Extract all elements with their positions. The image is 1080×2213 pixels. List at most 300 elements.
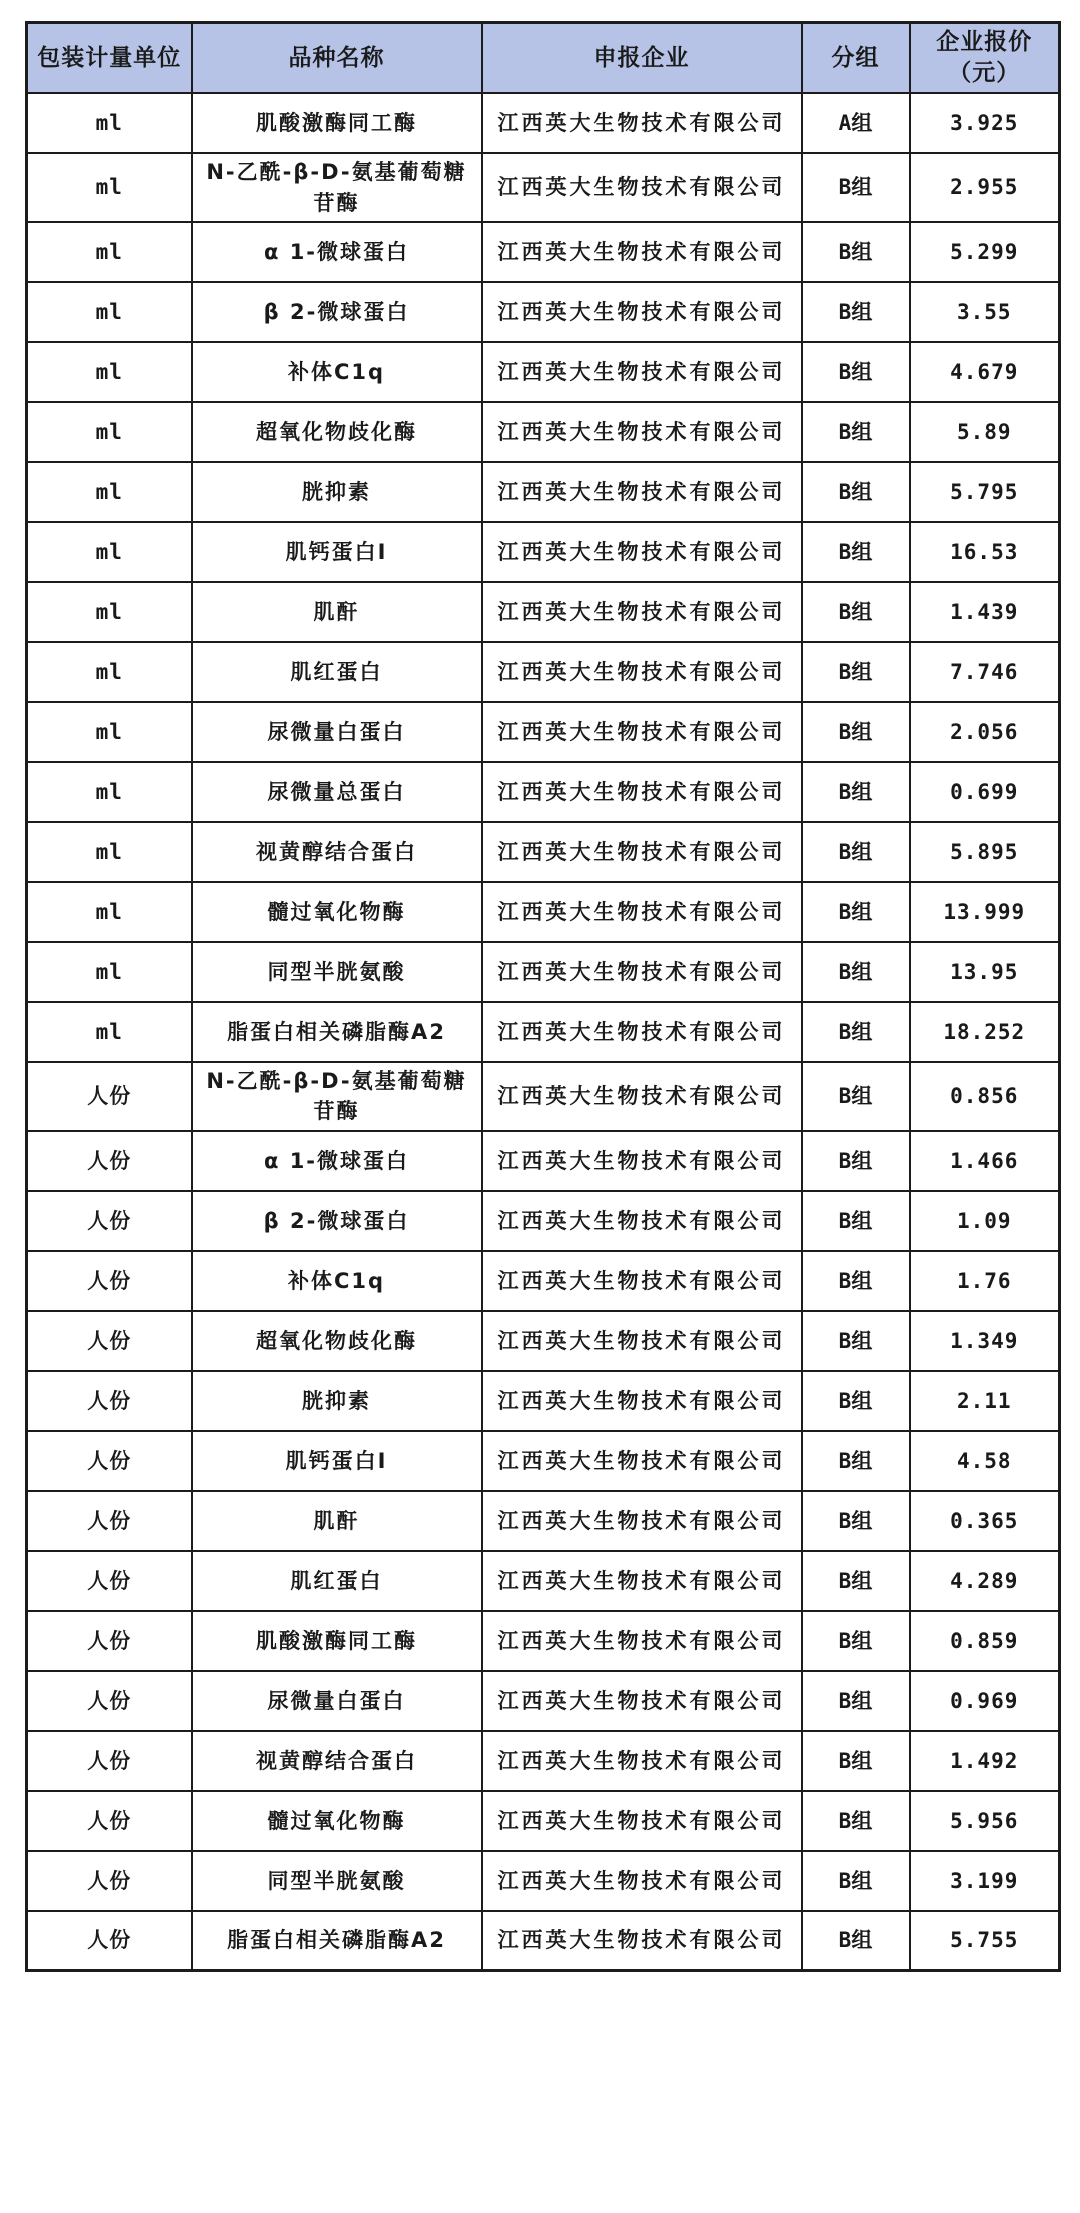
cell-group xyxy=(802,942,910,1002)
table-row xyxy=(27,1311,1060,1371)
cell-product-name xyxy=(192,1791,482,1851)
cell-group xyxy=(802,1191,910,1251)
cell-company xyxy=(482,582,802,642)
cell-packaging-unit xyxy=(27,822,192,882)
cell-product-name xyxy=(192,1251,482,1311)
cell-company xyxy=(482,942,802,1002)
group-value: B组 xyxy=(838,1019,873,1044)
price-value: 0.859 xyxy=(950,1628,1019,1653)
group-value: B组 xyxy=(838,1508,873,1533)
cell-company xyxy=(482,642,802,702)
company-value: 江西英大生物技术有限公司 xyxy=(497,839,786,864)
cell-price xyxy=(910,1131,1060,1191)
cell-product-name xyxy=(192,1002,482,1062)
cell-price xyxy=(910,93,1060,153)
cell-company xyxy=(482,402,802,462)
cell-price xyxy=(910,1911,1060,1971)
table-row xyxy=(27,882,1060,942)
cell-product-name xyxy=(192,402,482,462)
packaging-unit-value: ml xyxy=(95,779,123,804)
company-value: 江西英大生物技术有限公司 xyxy=(497,1328,786,1353)
price-value: 1.492 xyxy=(950,1748,1019,1773)
cell-price xyxy=(910,1551,1060,1611)
packaging-unit-value: 人份 xyxy=(87,1208,132,1233)
cell-product-name xyxy=(192,762,482,822)
price-value: 18.252 xyxy=(943,1019,1026,1044)
packaging-unit-value: ml xyxy=(95,175,123,200)
cell-packaging-unit xyxy=(27,1731,192,1791)
price-value: 13.95 xyxy=(950,959,1019,984)
packaging-unit-value: 人份 xyxy=(87,1084,132,1109)
packaging-unit-value: ml xyxy=(95,359,123,384)
company-value: 江西英大生物技术有限公司 xyxy=(497,1868,786,1893)
packaging-unit-value: ml xyxy=(95,599,123,624)
packaging-unit-value: 人份 xyxy=(87,1748,132,1773)
company-value: 江西英大生物技术有限公司 xyxy=(497,1508,786,1533)
table-row xyxy=(27,582,1060,642)
cell-company xyxy=(482,522,802,582)
col-header-product-label: 品种名称 xyxy=(288,44,385,71)
cell-group xyxy=(802,1431,910,1491)
cell-group xyxy=(802,1791,910,1851)
cell-product-name xyxy=(192,1311,482,1371)
group-value: B组 xyxy=(838,719,873,744)
cell-group xyxy=(802,702,910,762)
packaging-unit-value: 人份 xyxy=(87,1808,132,1833)
company-value: 江西英大生物技术有限公司 xyxy=(497,1019,786,1044)
cell-product-name xyxy=(192,1731,482,1791)
company-value: 江西英大生物技术有限公司 xyxy=(497,1928,786,1953)
product-name-value: 肌钙蛋白I xyxy=(285,539,388,564)
packaging-unit-value: ml xyxy=(95,1019,123,1044)
cell-company xyxy=(482,342,802,402)
col-header-company xyxy=(482,23,802,94)
company-value: 江西英大生物技术有限公司 xyxy=(497,1388,786,1413)
table-row xyxy=(27,93,1060,153)
table-row xyxy=(27,702,1060,762)
cell-product-name xyxy=(192,1371,482,1431)
company-value: 江西英大生物技术有限公司 xyxy=(497,1448,786,1473)
packaging-unit-value: ml xyxy=(95,839,123,864)
cell-product-name xyxy=(192,1062,482,1131)
cell-price xyxy=(910,1851,1060,1911)
company-value: 江西英大生物技术有限公司 xyxy=(497,599,786,624)
cell-packaging-unit xyxy=(27,462,192,522)
group-value: B组 xyxy=(838,1328,873,1353)
packaging-unit-value: 人份 xyxy=(87,1688,132,1713)
cell-packaging-unit xyxy=(27,1851,192,1911)
col-header-unit xyxy=(27,23,192,94)
cell-product-name xyxy=(192,1491,482,1551)
group-value: B组 xyxy=(838,175,873,200)
cell-packaging-unit xyxy=(27,1671,192,1731)
product-name-value: 肌酐 xyxy=(313,1508,360,1533)
cell-company xyxy=(482,222,802,282)
cell-product-name xyxy=(192,93,482,153)
product-name-value: 肌酸激酶同工酶 xyxy=(256,1628,417,1653)
product-name-value: 超氧化物歧化酶 xyxy=(256,419,417,444)
col-header-company-label: 申报企业 xyxy=(593,44,690,71)
cell-product-name xyxy=(192,522,482,582)
group-value: B组 xyxy=(838,899,873,924)
cell-packaging-unit xyxy=(27,762,192,822)
company-value: 江西英大生物技术有限公司 xyxy=(497,1084,786,1109)
group-value: B组 xyxy=(838,959,873,984)
cell-product-name xyxy=(192,1431,482,1491)
cell-packaging-unit xyxy=(27,93,192,153)
table-row xyxy=(27,1002,1060,1062)
product-name-value: N-乙酰-β-D-氨基葡萄糖苷酶 xyxy=(206,160,467,215)
company-value: 江西英大生物技术有限公司 xyxy=(497,1628,786,1653)
price-value: 5.755 xyxy=(950,1928,1019,1953)
cell-group xyxy=(802,1611,910,1671)
price-value: 1.76 xyxy=(956,1268,1012,1293)
cell-packaging-unit xyxy=(27,642,192,702)
cell-group xyxy=(802,522,910,582)
cell-company xyxy=(482,1851,802,1911)
group-value: B组 xyxy=(838,659,873,684)
cell-group xyxy=(802,1002,910,1062)
company-value: 江西英大生物技术有限公司 xyxy=(497,539,786,564)
cell-company xyxy=(482,1491,802,1551)
cell-product-name xyxy=(192,462,482,522)
product-name-value: 超氧化物歧化酶 xyxy=(256,1328,417,1353)
group-value: B组 xyxy=(838,299,873,324)
company-value: 江西英大生物技术有限公司 xyxy=(497,659,786,684)
packaging-unit-value: ml xyxy=(95,299,123,324)
product-name-value: 肌红蛋白 xyxy=(290,659,383,684)
price-value: 1.349 xyxy=(950,1328,1019,1353)
cell-packaging-unit xyxy=(27,1791,192,1851)
packaging-unit-value: 人份 xyxy=(87,1928,132,1953)
table-row xyxy=(27,1611,1060,1671)
product-name-value: 补体C1q xyxy=(287,359,386,384)
product-name-value: β 2-微球蛋白 xyxy=(263,299,410,324)
cell-company xyxy=(482,882,802,942)
packaging-unit-value: ml xyxy=(95,479,123,504)
cell-company xyxy=(482,822,802,882)
group-value: B组 xyxy=(838,1388,873,1413)
cell-packaging-unit xyxy=(27,222,192,282)
price-value: 2.056 xyxy=(950,719,1019,744)
cell-packaging-unit xyxy=(27,942,192,1002)
cell-packaging-unit xyxy=(27,582,192,642)
cell-company xyxy=(482,1191,802,1251)
group-value: B组 xyxy=(838,779,873,804)
table-row xyxy=(27,1731,1060,1791)
packaging-unit-value: 人份 xyxy=(87,1628,132,1653)
cell-company xyxy=(482,1131,802,1191)
price-value: 3.199 xyxy=(950,1868,1019,1893)
group-value: B组 xyxy=(838,1808,873,1833)
cell-price xyxy=(910,1251,1060,1311)
product-name-value: N-乙酰-β-D-氨基葡萄糖苷酶 xyxy=(206,1068,467,1124)
col-header-product xyxy=(192,23,482,94)
cell-group xyxy=(802,1911,910,1971)
price-value: 0.699 xyxy=(950,779,1019,804)
table-row xyxy=(27,1911,1060,1971)
cell-product-name xyxy=(192,882,482,942)
cell-group xyxy=(802,1062,910,1131)
cell-price xyxy=(910,222,1060,282)
cell-group xyxy=(802,882,910,942)
col-header-group xyxy=(802,23,910,94)
price-value: 3.55 xyxy=(956,299,1012,324)
company-value: 江西英大生物技术有限公司 xyxy=(497,1268,786,1293)
cell-price xyxy=(910,882,1060,942)
cell-product-name xyxy=(192,1911,482,1971)
cell-packaging-unit xyxy=(27,282,192,342)
table-row xyxy=(27,153,1060,222)
cell-group xyxy=(802,1131,910,1191)
product-name-value: α 1-微球蛋白 xyxy=(263,1148,410,1173)
group-value: B组 xyxy=(838,539,873,564)
company-value: 江西英大生物技术有限公司 xyxy=(497,299,786,324)
price-value: 5.956 xyxy=(950,1808,1019,1833)
group-value: B组 xyxy=(838,1208,873,1233)
cell-product-name xyxy=(192,153,482,222)
cell-group xyxy=(802,822,910,882)
cell-company xyxy=(482,702,802,762)
packaging-unit-value: 人份 xyxy=(87,1508,132,1533)
company-value: 江西英大生物技术有限公司 xyxy=(497,419,786,444)
price-value: 0.365 xyxy=(950,1508,1019,1533)
company-value: 江西英大生物技术有限公司 xyxy=(497,899,786,924)
table-row xyxy=(27,1251,1060,1311)
cell-price xyxy=(910,1191,1060,1251)
product-name-value: 补体C1q xyxy=(287,1268,386,1293)
product-name-value: β 2-微球蛋白 xyxy=(263,1208,410,1233)
packaging-unit-value: 人份 xyxy=(87,1148,132,1173)
cell-group xyxy=(802,342,910,402)
cell-company xyxy=(482,462,802,522)
product-name-value: 肌酐 xyxy=(313,599,360,624)
packaging-unit-value: ml xyxy=(95,659,123,684)
price-value: 16.53 xyxy=(950,539,1019,564)
company-value: 江西英大生物技术有限公司 xyxy=(497,359,786,384)
cell-product-name xyxy=(192,702,482,762)
cell-product-name xyxy=(192,342,482,402)
cell-price xyxy=(910,582,1060,642)
table-row xyxy=(27,1671,1060,1731)
price-value: 5.89 xyxy=(956,419,1012,444)
cell-packaging-unit xyxy=(27,1371,192,1431)
cell-price xyxy=(910,402,1060,462)
price-value: 5.895 xyxy=(950,839,1019,864)
table-row xyxy=(27,282,1060,342)
product-name-value: 脂蛋白相关磷脂酶A2 xyxy=(227,1928,446,1953)
cell-price xyxy=(910,1371,1060,1431)
table-row xyxy=(27,1191,1060,1251)
product-name-value: 胱抑素 xyxy=(302,479,371,504)
cell-price xyxy=(910,1491,1060,1551)
company-value: 江西英大生物技术有限公司 xyxy=(497,779,786,804)
table-row xyxy=(27,642,1060,702)
cell-group xyxy=(802,153,910,222)
cell-company xyxy=(482,1002,802,1062)
group-value: B组 xyxy=(838,239,873,264)
cell-group xyxy=(802,1251,910,1311)
cell-group xyxy=(802,1371,910,1431)
company-value: 江西英大生物技术有限公司 xyxy=(497,239,786,264)
cell-price xyxy=(910,462,1060,522)
group-value: B组 xyxy=(838,1148,873,1173)
company-value: 江西英大生物技术有限公司 xyxy=(497,110,786,135)
table-row xyxy=(27,1851,1060,1911)
packaging-unit-value: 人份 xyxy=(87,1388,132,1413)
cell-group xyxy=(802,642,910,702)
company-value: 江西英大生物技术有限公司 xyxy=(497,959,786,984)
cell-company xyxy=(482,282,802,342)
product-name-value: 胱抑素 xyxy=(302,1388,371,1413)
group-value: B组 xyxy=(838,359,873,384)
group-value: B组 xyxy=(838,1268,873,1293)
cell-product-name xyxy=(192,1851,482,1911)
cell-company xyxy=(482,1371,802,1431)
price-value: 3.925 xyxy=(950,110,1019,135)
cell-company xyxy=(482,1671,802,1731)
cell-company xyxy=(482,1731,802,1791)
table-header xyxy=(27,23,1060,94)
cell-packaging-unit xyxy=(27,1911,192,1971)
cell-price xyxy=(910,1611,1060,1671)
price-value: 1.09 xyxy=(956,1208,1012,1233)
company-value: 江西英大生物技术有限公司 xyxy=(497,1808,786,1833)
packaging-unit-value: ml xyxy=(95,539,123,564)
cell-price xyxy=(910,342,1060,402)
group-value: A组 xyxy=(838,110,873,135)
company-value: 江西英大生物技术有限公司 xyxy=(497,1568,786,1593)
product-name-value: 肌酸激酶同工酶 xyxy=(256,110,417,135)
cell-price xyxy=(910,642,1060,702)
col-header-unit-label: 包装计量单位 xyxy=(37,44,182,71)
table-row xyxy=(27,1551,1060,1611)
packaging-unit-value: 人份 xyxy=(87,1868,132,1893)
table-row xyxy=(27,1371,1060,1431)
group-value: B组 xyxy=(838,1928,873,1953)
group-value: B组 xyxy=(838,1748,873,1773)
cell-company xyxy=(482,153,802,222)
price-value: 2.11 xyxy=(956,1388,1012,1413)
cell-packaging-unit xyxy=(27,702,192,762)
cell-packaging-unit xyxy=(27,1251,192,1311)
cell-company xyxy=(482,1062,802,1131)
cell-packaging-unit xyxy=(27,402,192,462)
packaging-unit-value: 人份 xyxy=(87,1568,132,1593)
cell-product-name xyxy=(192,942,482,1002)
table-row xyxy=(27,462,1060,522)
cell-price xyxy=(910,1731,1060,1791)
table-row xyxy=(27,342,1060,402)
product-name-value: 视黄醇结合蛋白 xyxy=(256,839,417,864)
cell-product-name xyxy=(192,1611,482,1671)
cell-price xyxy=(910,522,1060,582)
cell-company xyxy=(482,762,802,822)
price-value: 1.466 xyxy=(950,1148,1019,1173)
table-row xyxy=(27,1131,1060,1191)
product-name-value: 髓过氧化物酶 xyxy=(267,1808,406,1833)
cell-packaging-unit xyxy=(27,1431,192,1491)
header-row xyxy=(27,23,1060,94)
cell-packaging-unit xyxy=(27,882,192,942)
cell-price xyxy=(910,702,1060,762)
table-row xyxy=(27,822,1060,882)
product-name-value: α 1-微球蛋白 xyxy=(263,239,410,264)
packaging-unit-value: 人份 xyxy=(87,1268,132,1293)
price-value: 0.856 xyxy=(950,1084,1019,1109)
product-name-value: 脂蛋白相关磷脂酶A2 xyxy=(227,1019,446,1044)
cell-company xyxy=(482,1911,802,1971)
packaging-unit-value: 人份 xyxy=(87,1328,132,1353)
table-row xyxy=(27,522,1060,582)
cell-product-name xyxy=(192,642,482,702)
group-value: B组 xyxy=(838,1868,873,1893)
table-row xyxy=(27,762,1060,822)
cell-packaging-unit xyxy=(27,1002,192,1062)
cell-product-name xyxy=(192,1191,482,1251)
col-header-group-label: 分组 xyxy=(831,44,880,71)
cell-group xyxy=(802,402,910,462)
cell-price xyxy=(910,153,1060,222)
cell-group xyxy=(802,1851,910,1911)
company-value: 江西英大生物技术有限公司 xyxy=(497,1688,786,1713)
cell-price xyxy=(910,1431,1060,1491)
group-value: B组 xyxy=(838,419,873,444)
group-value: B组 xyxy=(838,1084,873,1109)
group-value: B组 xyxy=(838,479,873,504)
cell-price xyxy=(910,1002,1060,1062)
group-value: B组 xyxy=(838,1448,873,1473)
cell-packaging-unit xyxy=(27,1062,192,1131)
cell-company xyxy=(482,1311,802,1371)
product-name-value: 视黄醇结合蛋白 xyxy=(256,1748,417,1773)
product-name-value: 尿微量总蛋白 xyxy=(267,779,406,804)
company-value: 江西英大生物技术有限公司 xyxy=(497,1208,786,1233)
table-row xyxy=(27,942,1060,1002)
packaging-unit-value: ml xyxy=(95,419,123,444)
price-value: 13.999 xyxy=(943,899,1026,924)
cell-group xyxy=(802,762,910,822)
product-name-value: 髓过氧化物酶 xyxy=(267,899,406,924)
product-name-value: 肌钙蛋白I xyxy=(285,1448,388,1473)
cell-price xyxy=(910,942,1060,1002)
cell-product-name xyxy=(192,582,482,642)
company-value: 江西英大生物技术有限公司 xyxy=(497,175,786,200)
cell-packaging-unit xyxy=(27,342,192,402)
company-value: 江西英大生物技术有限公司 xyxy=(497,1148,786,1173)
price-value: 4.679 xyxy=(950,359,1019,384)
price-value: 1.439 xyxy=(950,599,1019,624)
cell-group xyxy=(802,222,910,282)
price-value: 2.955 xyxy=(950,175,1019,200)
cell-company xyxy=(482,1431,802,1491)
cell-packaging-unit xyxy=(27,1191,192,1251)
group-value: B组 xyxy=(838,1628,873,1653)
cell-group xyxy=(802,93,910,153)
cell-group xyxy=(802,582,910,642)
cell-group xyxy=(802,1671,910,1731)
cell-packaging-unit xyxy=(27,153,192,222)
cell-group xyxy=(802,1731,910,1791)
cell-group xyxy=(802,462,910,522)
cell-product-name xyxy=(192,1671,482,1731)
cell-product-name xyxy=(192,822,482,882)
cell-company xyxy=(482,93,802,153)
cell-price xyxy=(910,1311,1060,1371)
cell-product-name xyxy=(192,222,482,282)
group-value: B组 xyxy=(838,1568,873,1593)
table-row xyxy=(27,402,1060,462)
